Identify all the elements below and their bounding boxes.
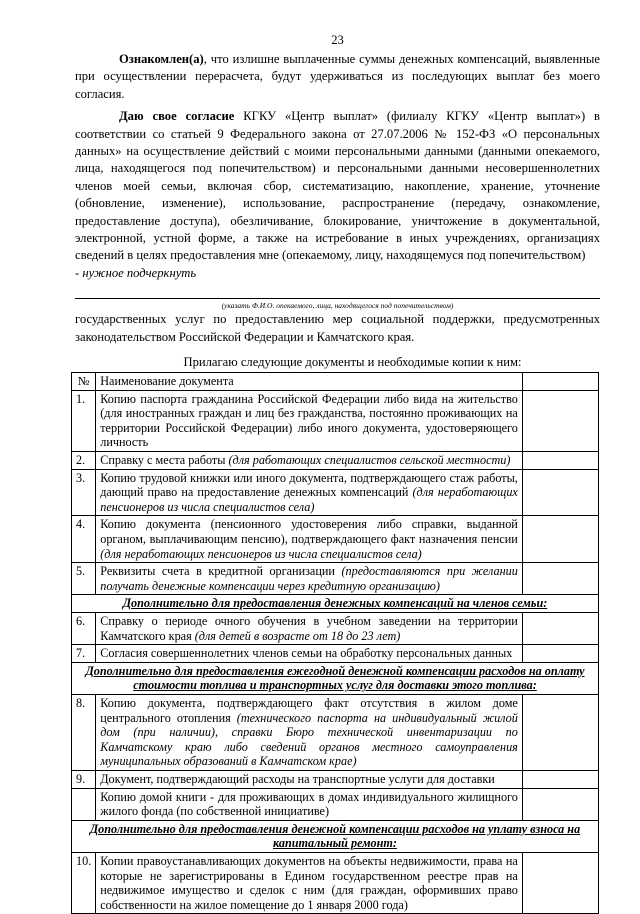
document-name-note: (для неработающих пенсионеров из числа специалистов села) (100, 485, 518, 514)
document-name-text: Копию документа (пенсионного удостоверения либо справки, выданной органом, выплачивающим пенсию), подтверждающего факт назначения пенсии (100, 517, 518, 547)
document-mark-cell[interactable] (522, 452, 598, 470)
document-name (96, 613, 523, 645)
document-name (96, 694, 523, 770)
document-name (96, 390, 523, 451)
table-header-row (72, 373, 599, 391)
table-row (72, 694, 599, 770)
document-name-note: (для неработающих пенсионеров из числа специалистов села) (100, 546, 422, 561)
document-name-text: Согласия совершеннолетних членов семьи на обработку персональных данных (100, 646, 513, 661)
attachments-intro: Прилагаю следующие документы и необходимые копии к ним: (183, 355, 522, 370)
document-name-text: Копию трудовой книжки или иного документа, подтверждающего стаж работы, дающий право на предоставление денежных компенсаций (100, 470, 518, 500)
services-paragraph: государственных услуг по предоставлению мер социальной поддержки, предусмотренных законодательством Российской Федерации и Камчатского края. (75, 312, 600, 344)
table-body (72, 390, 599, 914)
row-number: 5. (72, 563, 96, 595)
consent-note: - нужное подчеркнуть (75, 265, 197, 280)
document-mark-cell[interactable] (522, 563, 598, 595)
consent-text: КГКУ «Центр выплат» (филиалу КГКУ «Центр выплат») в соответствии со статьей 9 Федерального закона от 27.07.2006 № 152-ФЗ «О персональных данных» на осуществление действий с моими персональными данными (данными опекаемого, лица, находящегося под попечительством) и персональными данными несовершеннолетних членов моей семьи, включая сбор, систематизацию, накопление, хранение, уточнение (обновление, изменение), использование, распространение (передачу, ознакомление, предоставление доступа), обезличивание, блокирование, уничтожение в документальной, электронной, устной форме, а также на истребование в иных учреждениях, организациях сведений в целях предоставления мне (опекаемому, лицу, находящемуся под попечительством (75, 109, 600, 263)
table-row (72, 516, 599, 563)
acknowledgement-lead: Ознакомлен(а) (119, 52, 204, 66)
table-section-row (72, 595, 599, 613)
document-name-text: Справку с места работы (100, 453, 229, 468)
section-title (72, 662, 599, 694)
header-mark (522, 373, 598, 391)
signature-caption: (указать Ф.И.О. опекаемого, лица, находящегося под попечительством) (221, 301, 454, 311)
document-name (96, 645, 523, 663)
row-number (72, 788, 96, 820)
document-name-text: Реквизиты счета в кредитной организации (100, 564, 342, 579)
section-title (72, 820, 599, 852)
table-row (72, 645, 599, 663)
row-number: 8. (72, 694, 96, 770)
documents-table (71, 372, 599, 914)
table-section-row (72, 820, 599, 852)
document-name (96, 452, 523, 470)
section-title (72, 595, 599, 613)
section-title-text: Дополнительно для предоставления денежной компенсации расходов на уплату взноса на капитальный ремонт: (89, 821, 581, 851)
document-name (96, 788, 523, 820)
document-name (96, 563, 523, 595)
row-number: 4. (72, 516, 96, 563)
row-number: 10. (72, 852, 96, 913)
table-row (72, 563, 599, 595)
document-name-note: (для работающих специалистов сельской местности) (228, 453, 511, 468)
row-number: 3. (72, 469, 96, 516)
document-name-text: Справку о периоде очного обучения в учебном заведении на территории Камчатского края (100, 614, 518, 643)
document-mark-cell[interactable] (522, 694, 598, 770)
document-name (96, 516, 523, 563)
row-number: 2. (72, 452, 96, 470)
acknowledgement-paragraph (75, 51, 600, 103)
page-number: 23 (331, 33, 344, 47)
header-num: № (72, 373, 96, 391)
row-number: 1. (72, 390, 96, 451)
consent-paragraph (75, 108, 600, 282)
table-row (72, 613, 599, 645)
document-name-note: (технического паспорта на индивидуальный жилой дом (при наличии), справки Бюро технической инвентаризации по Камчатскому краю либо сведений органов местного самоуправления муниципальных образований в Камчатском крае) (100, 710, 518, 769)
document-name-text: Копию паспорта гражданина Российской Федерации либо вида на жительство (для иностранных граждан и лиц без гражданства, постоянно проживающих на территории Российской Федерации) либо иного документа, удостоверяющего личность (100, 391, 518, 450)
document-name-text: Копии правоустанавливающих документов на объекты недвижимости, права на которые не зарегистрированы в Едином государственном реестре прав на недвижимое имущество и сделок с ним (для граждан, оформивших право собственности на жилое помещение до 1 января 2000 года) (100, 853, 518, 912)
table-row (72, 452, 599, 470)
section-title-text: Дополнительно для предоставления ежегодной денежной компенсации расходов на оплату стоимости топлива и транспортных услуг для доставки этого топлива: (85, 663, 585, 693)
document-name-text: Копию документа, подтверждающего факт отсутствия в жилом доме центрального отопления (100, 695, 518, 725)
document-page (75, 0, 600, 914)
table-row (72, 469, 599, 516)
document-mark-cell[interactable] (522, 390, 598, 451)
document-name (96, 469, 523, 516)
acknowledgement-text: , что излишне выплаченные суммы денежных компенсаций, выявленные при осуществлении перерасчета, будут удерживаться из последующих выплат без моего согласия. (75, 52, 600, 101)
section-title-text: Дополнительно для предоставления денежных компенсаций на членов семьи: (122, 596, 548, 611)
consent-lead: Даю свое согласие (119, 109, 235, 124)
table-section-row (72, 662, 599, 694)
header-name: Наименование документа (96, 373, 523, 391)
document-mark-cell[interactable] (522, 469, 598, 516)
row-number: 9. (72, 770, 96, 788)
document-name-text: Копию домой книги - для проживающих в домах индивидуального жилищного жилого фонда (по собственной инициативе) (100, 789, 518, 819)
document-mark-cell[interactable] (522, 788, 598, 820)
row-number: 7. (72, 645, 96, 663)
table-row (72, 788, 599, 820)
document-mark-cell[interactable] (522, 645, 598, 663)
table-row (72, 770, 599, 788)
row-number: 6. (72, 613, 96, 645)
document-name (96, 770, 523, 788)
consent-text-end: ) (581, 248, 586, 263)
document-mark-cell[interactable] (522, 613, 598, 645)
table-row (72, 390, 599, 451)
document-mark-cell[interactable] (522, 770, 598, 788)
document-name-note: (предоставляются при желании получать денежные компенсации через кредитную организацию) (100, 564, 518, 593)
document-mark-cell[interactable] (522, 516, 598, 563)
document-name-note: (для детей в возрасте от 18 до 23 лет) (194, 628, 401, 643)
signature-line[interactable] (75, 289, 600, 299)
document-name-text: Документ, подтверждающий расходы на транспортные услуги для доставки (100, 771, 495, 786)
